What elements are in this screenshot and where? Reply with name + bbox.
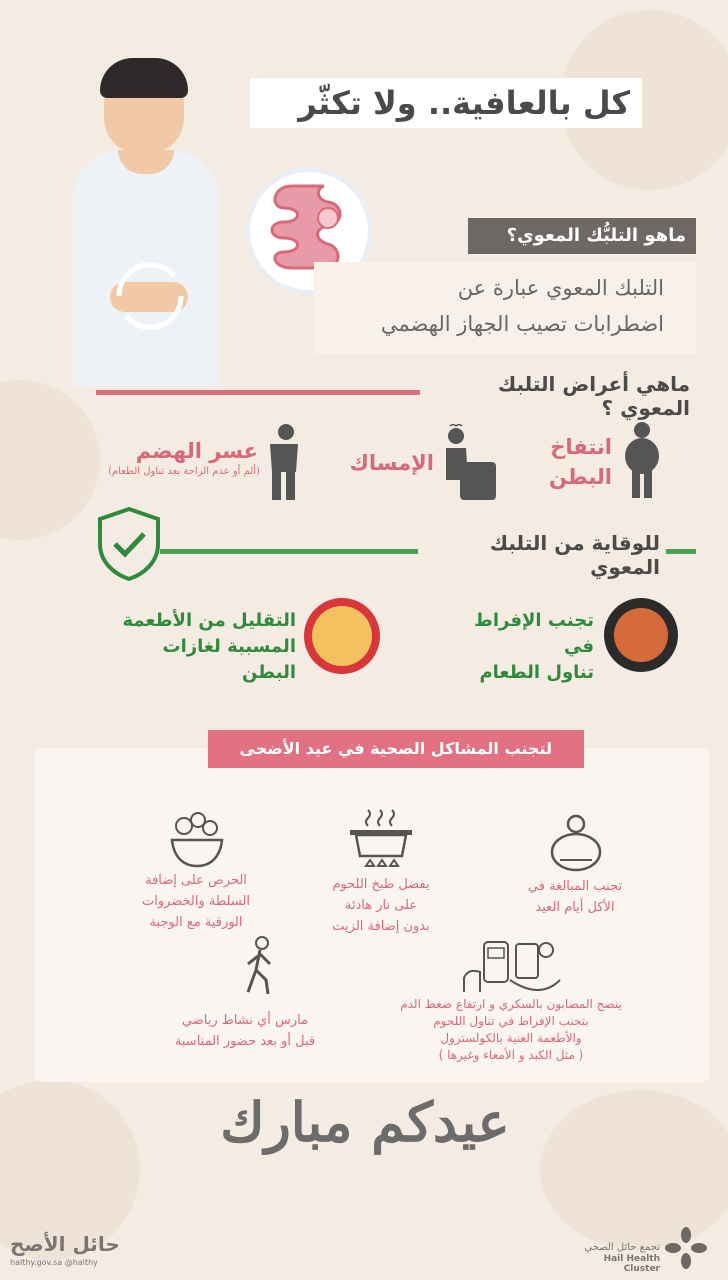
prevention-gas-foods-label <box>120 608 296 686</box>
tip-line: الأكل أيام العيد <box>535 900 615 915</box>
tip-line: على نار هادئة <box>344 898 418 913</box>
eid-greeting: عيدكم مبارك <box>220 1090 510 1154</box>
cluster-emblem-icon <box>664 1226 708 1270</box>
prevention-line: التقليل من الأطعمة <box>122 610 296 631</box>
eid-tip-exercise <box>150 1010 340 1052</box>
background-decoration <box>0 380 100 540</box>
medical-devices-icon <box>460 940 562 994</box>
omelet-plate-icon-inner <box>312 606 372 666</box>
tip-line: السلطة والخضروات <box>141 894 251 909</box>
prevention-overeating-label <box>448 608 594 686</box>
eid-tip-salad <box>126 870 266 933</box>
tip-line: ( مثل الكبد و الأمعاء وغيرها ) <box>438 1048 584 1062</box>
tip-line: تجنب المبالغة في <box>527 879 623 894</box>
symptom-line: انتفاخ <box>550 435 612 459</box>
tip-line: ينصح المصابون بالسكري و ارتفاع ضغط الدم <box>400 997 622 1011</box>
toilet-person-icon <box>440 424 496 500</box>
answer-text <box>320 270 664 342</box>
bloated-person-icon <box>624 420 660 500</box>
discomfort-arrows-icon <box>104 250 196 342</box>
eid-tip-cooking <box>306 874 456 937</box>
footer-social-handles: halthy.gov.sa @halthy <box>10 1258 98 1267</box>
symptom-constipation-label <box>340 448 434 478</box>
symptom-line: الإمساك <box>349 451 434 475</box>
tip-line: يفضل طبخ اللحوم <box>332 877 430 892</box>
food-plate-icon-inner <box>614 608 668 662</box>
eid-tip-overeating <box>500 876 650 918</box>
question-what-label: ماهو التلبُّك المعوي؟ <box>506 225 686 246</box>
stomach-pain-person-icon <box>264 422 304 500</box>
page-title: كل بالعافية.. ولا تكثّر <box>298 84 630 122</box>
tip-line: الورقية مع الوجبة <box>149 915 243 930</box>
tip-line: قبل أو بعد حضور المناسبة <box>174 1034 316 1049</box>
tip-line: مارس أي نشاط رياضي <box>181 1013 309 1028</box>
symptom-line: عسر الهضم <box>135 439 258 463</box>
tip-line: الحرص على إضافة <box>145 873 247 888</box>
symptom-line: البطن <box>548 465 612 489</box>
footer-cluster-name-ar: تجمع حائل الصحي <box>584 1242 660 1253</box>
symptoms-heading: ماهي أعراض التلبك المعوي ؟ <box>420 372 696 420</box>
eid-heading: لتجنب المشاكل الصحية في عيد الأضحى <box>239 739 552 758</box>
eid-tip-chronic-patients <box>396 996 626 1064</box>
footer-cluster-name-en: Hail Health Cluster <box>603 1254 660 1274</box>
tip-line: بتجنب الإفراط في تناول اللحوم <box>433 1014 589 1028</box>
answer-line: التلبك المعوي عبارة عن <box>457 276 664 300</box>
walking-person-icon <box>240 936 282 996</box>
answer-line: اضطرابات تصيب الجهاز الهضمي <box>380 312 664 336</box>
footer-brand-logo: حائل الأصح <box>10 1232 120 1256</box>
prevention-line: المسببة لغازات البطن <box>162 636 296 683</box>
tip-line: والأطعمة الغنية بالكولسترول <box>440 1031 582 1045</box>
overweight-person-icon <box>548 814 604 874</box>
person-hair <box>100 58 188 98</box>
symptom-indigestion-label <box>120 436 258 466</box>
shield-check-icon <box>96 506 162 582</box>
prevention-line: تناول الطعام <box>479 662 594 683</box>
cooking-pot-icon <box>348 806 414 874</box>
symptom-bloating-label <box>520 432 612 492</box>
intestine-icon <box>262 178 352 274</box>
prevention-line: تجنب الإفراط في <box>474 610 594 657</box>
tip-line: بدون إضافة الزيت <box>332 919 430 934</box>
salad-bowl-icon <box>170 812 224 868</box>
symptom-indigestion-note: (ألم أو عدم الراحة بعد تناول الطعام) <box>108 466 260 477</box>
prevention-heading: للوقاية من التلبك المعوي <box>418 531 666 579</box>
